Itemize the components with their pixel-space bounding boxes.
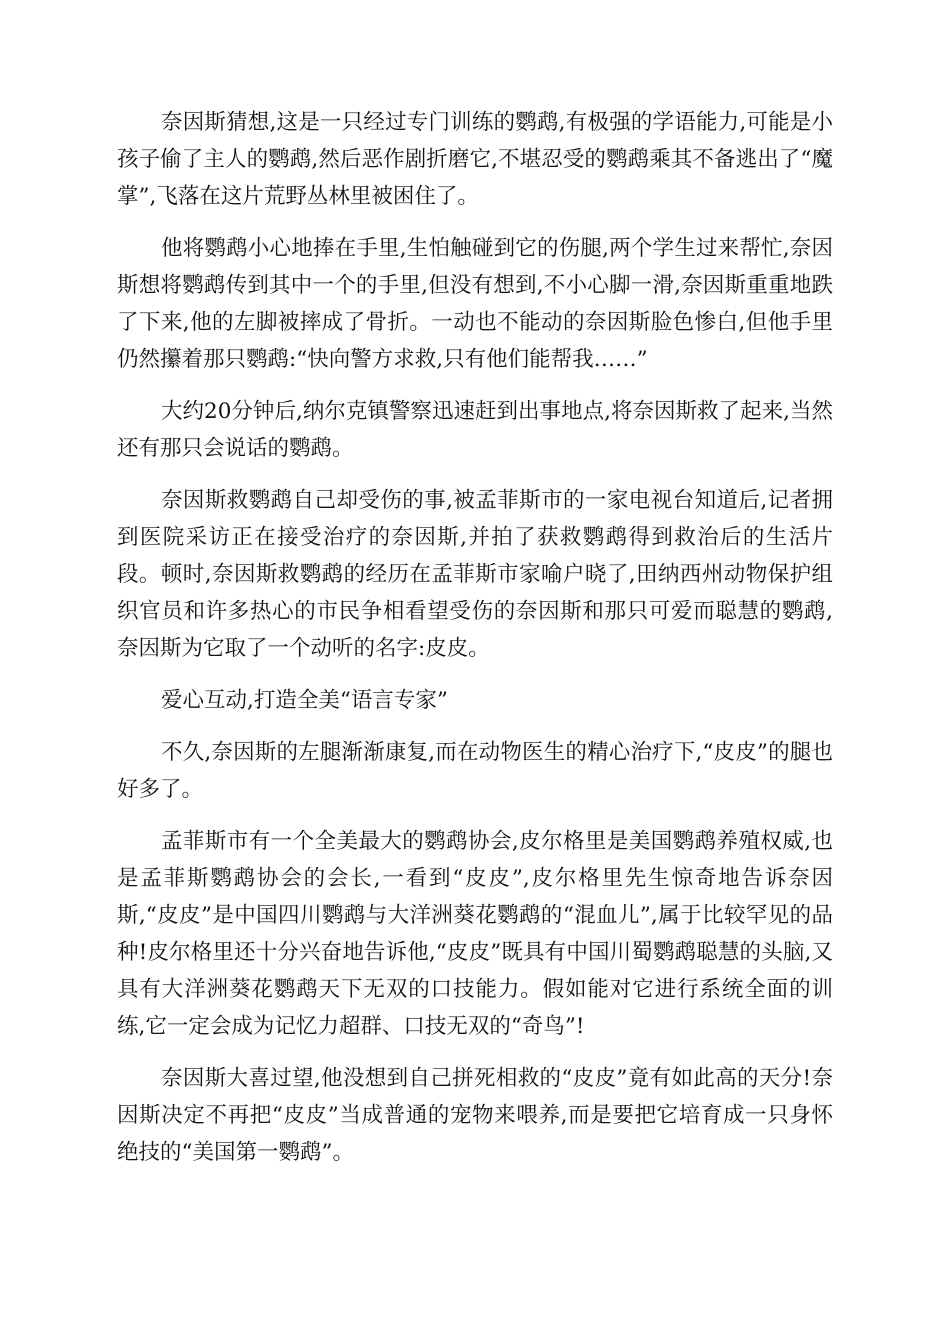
- paragraph-media: 奈因斯救鹦鹉自己却受伤的事,被孟菲斯市的一家电视台知道后,记者拥到医院采访正在接受治疗的奈因斯,并拍了获救鹦鹉得到救治后的生活片段。顿时,奈因斯救鹦鹉的经历在孟菲斯市家喻户晓了,田纳西州动物保护组织官员和许多热心的市民争相看望受伤的奈因斯和那只可爱而聪慧的鹦鹉,奈因斯为它取了一个动听的名字:皮皮。: [117, 488, 833, 661]
- paragraph-association: 孟菲斯市有一个全美最大的鹦鹉协会,皮尔格里是美国鹦鹉养殖权威,也是孟菲斯鹦鹉协会的会长,一看到“皮皮”,皮尔格里先生惊奇地告诉奈因斯,“皮皮”是中国四川鹦鹉与大洋洲葵花鹦鹉的“混血儿”,属于比较罕见的品种!皮尔格里还十分兴奋地告诉他,“皮皮”既具有中国川蜀鹦鹉聪慧的头脑,又具有大洋洲葵花鹦鹉天下无双的口技能力。假如能对它进行系统全面的训练,它一定会成为记忆力超群、口技无双的“奇鸟”!: [117, 829, 833, 1039]
- paragraph-rescue-fall: 他将鹦鹉小心地捧在手里,生怕触碰到它的伤腿,两个学生过来帮忙,奈因斯想将鹦鹉传到其中一个的手里,但没有想到,不小心脚一滑,奈因斯重重地跌了下来,他的左脚被摔成了骨折。一动也不能动的奈因斯脸色惨白,但他手里仍然攥着那只鹦鹉:“快向警方求救,只有他们能帮我……”: [117, 236, 833, 372]
- paragraph-guess: 奈因斯猜想,这是一只经过专门训练的鹦鹉,有极强的学语能力,可能是小孩子偷了主人的鹦鹉,然后恶作剧折磨它,不堪忍受的鹦鹉乘其不备逃出了“魔掌”,飞落在这片荒野丛林里被困住了。: [117, 110, 833, 209]
- paragraph-police: 大约20分钟后,纳尔克镇警察迅速赶到出事地点,将奈因斯救了起来,当然还有那只会说话的鹦鹉。: [117, 399, 833, 461]
- paragraph-decision: 奈因斯大喜过望,他没想到自己拼死相救的“皮皮”竟有如此高的天分!奈因斯决定不再把“皮皮”当成普通的宠物来喂养,而是要把它培育成一只身怀绝技的“美国第一鹦鹉”。: [117, 1066, 833, 1165]
- article-body: [117, 104, 833, 1186]
- paragraph-recovery: 不久,奈因斯的左腿渐渐康复,而在动物医生的精心治疗下,“皮皮”的腿也好多了。: [117, 740, 833, 802]
- section-heading: 爱心互动,打造全美“语言专家”: [161, 688, 448, 713]
